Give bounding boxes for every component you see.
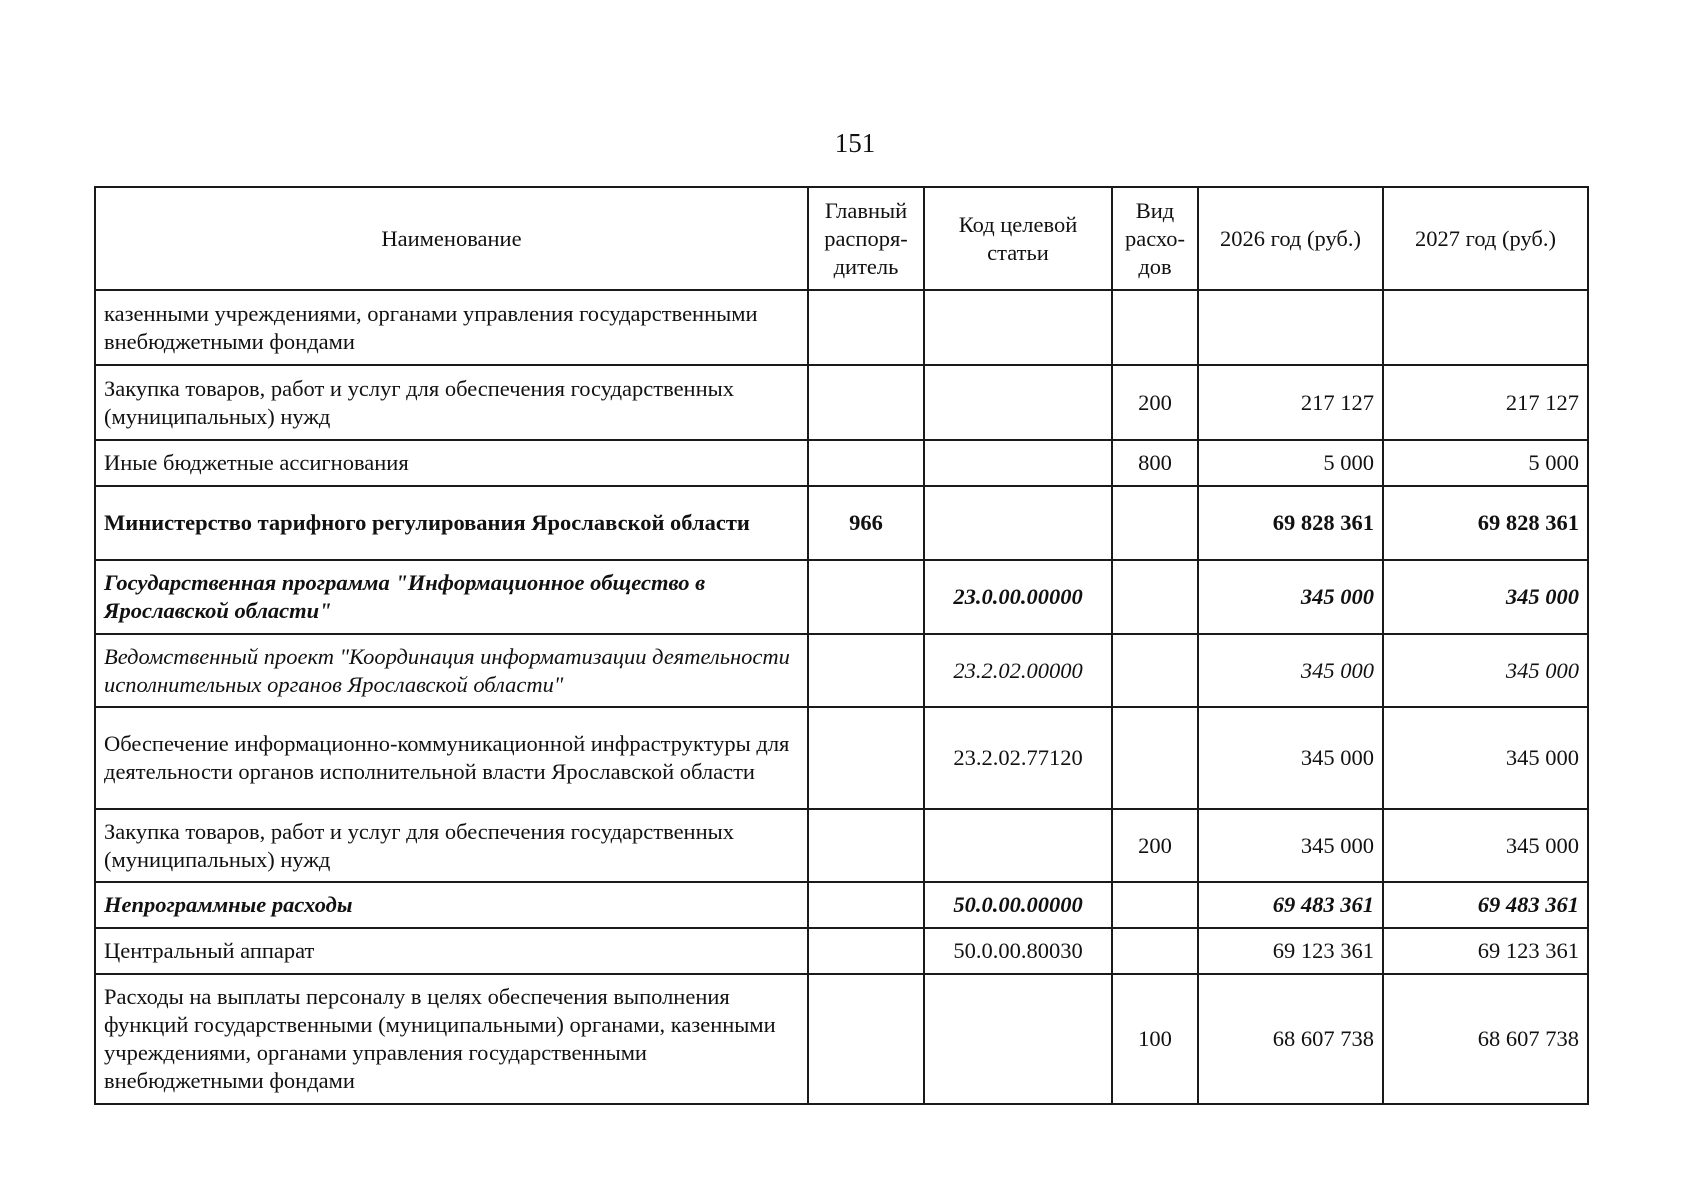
row-name: Непрограммные расходы (95, 882, 808, 928)
row-amount-2027: 345 000 (1383, 809, 1588, 882)
table-body (95, 290, 1588, 1104)
row-amount-2027 (1383, 290, 1588, 365)
row-amount-2026: 5 000 (1198, 440, 1383, 486)
row-expense-type (1112, 290, 1198, 365)
row-amount-2026: 345 000 (1198, 809, 1383, 882)
row-target-code: 50.0.00.00000 (924, 882, 1112, 928)
row-manager (808, 365, 924, 440)
row-target-code: 50.0.00.80030 (924, 928, 1112, 974)
row-expense-type: 800 (1112, 440, 1198, 486)
row-expense-type (1112, 882, 1198, 928)
row-amount-2027: 345 000 (1383, 560, 1588, 634)
table-row (95, 974, 1588, 1104)
row-name: казенными учреждениями, органами управления государственными внебюджетными фондами (95, 290, 808, 365)
row-expense-type (1112, 634, 1198, 707)
budget-table (94, 186, 1589, 1105)
table-row (95, 560, 1588, 634)
table-row (95, 290, 1588, 365)
row-target-code (924, 440, 1112, 486)
row-name: Центральный аппарат (95, 928, 808, 974)
row-manager (808, 882, 924, 928)
row-manager (808, 974, 924, 1104)
row-target-code: 23.0.00.00000 (924, 560, 1112, 634)
table-row (95, 809, 1588, 882)
row-name: Расходы на выплаты персоналу в целях обеспечения выполнения функций государственными (муниципальными) органами, казенными учреждениями, органами управления государственными внебюджетными фондами (95, 974, 808, 1104)
row-expense-type (1112, 560, 1198, 634)
row-target-code (924, 365, 1112, 440)
row-manager (808, 560, 924, 634)
row-manager (808, 440, 924, 486)
header-row (95, 187, 1588, 290)
row-name: Обеспечение информационно-коммуникационной инфраструктуры для деятельности органов исполнительной власти Ярославской области (95, 707, 808, 809)
row-amount-2027: 69 483 361 (1383, 882, 1588, 928)
row-amount-2026: 345 000 (1198, 634, 1383, 707)
header-2026: 2026 год (руб.) (1198, 187, 1383, 290)
row-amount-2026: 69 828 361 (1198, 486, 1383, 560)
row-name: Министерство тарифного регулирования Ярославской области (95, 486, 808, 560)
table-row (95, 440, 1588, 486)
row-amount-2026: 345 000 (1198, 707, 1383, 809)
row-target-code: 23.2.02.77120 (924, 707, 1112, 809)
row-amount-2026 (1198, 290, 1383, 365)
row-manager: 966 (808, 486, 924, 560)
row-expense-type: 200 (1112, 365, 1198, 440)
row-manager (808, 290, 924, 365)
header-manager: Главный распоря-дитель (808, 187, 924, 290)
row-amount-2027: 217 127 (1383, 365, 1588, 440)
table-row (95, 634, 1588, 707)
row-expense-type (1112, 928, 1198, 974)
row-amount-2027: 69 123 361 (1383, 928, 1588, 974)
row-amount-2026: 345 000 (1198, 560, 1383, 634)
row-amount-2026: 68 607 738 (1198, 974, 1383, 1104)
row-amount-2027: 5 000 (1383, 440, 1588, 486)
row-expense-type: 200 (1112, 809, 1198, 882)
row-expense-type: 100 (1112, 974, 1198, 1104)
row-target-code (924, 809, 1112, 882)
row-name: Закупка товаров, работ и услуг для обеспечения государственных (муниципальных) нужд (95, 809, 808, 882)
row-expense-type (1112, 486, 1198, 560)
row-name: Иные бюджетные ассигнования (95, 440, 808, 486)
row-amount-2026: 69 123 361 (1198, 928, 1383, 974)
row-expense-type (1112, 707, 1198, 809)
header-name: Наименование (95, 187, 808, 290)
row-amount-2027: 69 828 361 (1383, 486, 1588, 560)
table-row (95, 486, 1588, 560)
row-target-code (924, 290, 1112, 365)
row-name: Ведомственный проект "Координация информатизации деятельности исполнительных органов Ярославской области" (95, 634, 808, 707)
header-target-code: Код целевой статьи (924, 187, 1112, 290)
page-number: 151 (834, 128, 876, 158)
row-amount-2027: 68 607 738 (1383, 974, 1588, 1104)
table-row (95, 365, 1588, 440)
row-amount-2026: 217 127 (1198, 365, 1383, 440)
row-name: Закупка товаров, работ и услуг для обеспечения государственных (муниципальных) нужд (95, 365, 808, 440)
row-manager (808, 707, 924, 809)
row-amount-2027: 345 000 (1383, 707, 1588, 809)
header-expense-type: Вид расхо-дов (1112, 187, 1198, 290)
row-target-code (924, 486, 1112, 560)
header-2027: 2027 год (руб.) (1383, 187, 1588, 290)
table-row (95, 882, 1588, 928)
row-manager (808, 809, 924, 882)
row-manager (808, 634, 924, 707)
row-amount-2026: 69 483 361 (1198, 882, 1383, 928)
row-name: Государственная программа "Информационное общество в Ярославской области" (95, 560, 808, 634)
row-target-code: 23.2.02.00000 (924, 634, 1112, 707)
table-row (95, 707, 1588, 809)
table-row (95, 928, 1588, 974)
row-manager (808, 928, 924, 974)
row-target-code (924, 974, 1112, 1104)
row-amount-2027: 345 000 (1383, 634, 1588, 707)
